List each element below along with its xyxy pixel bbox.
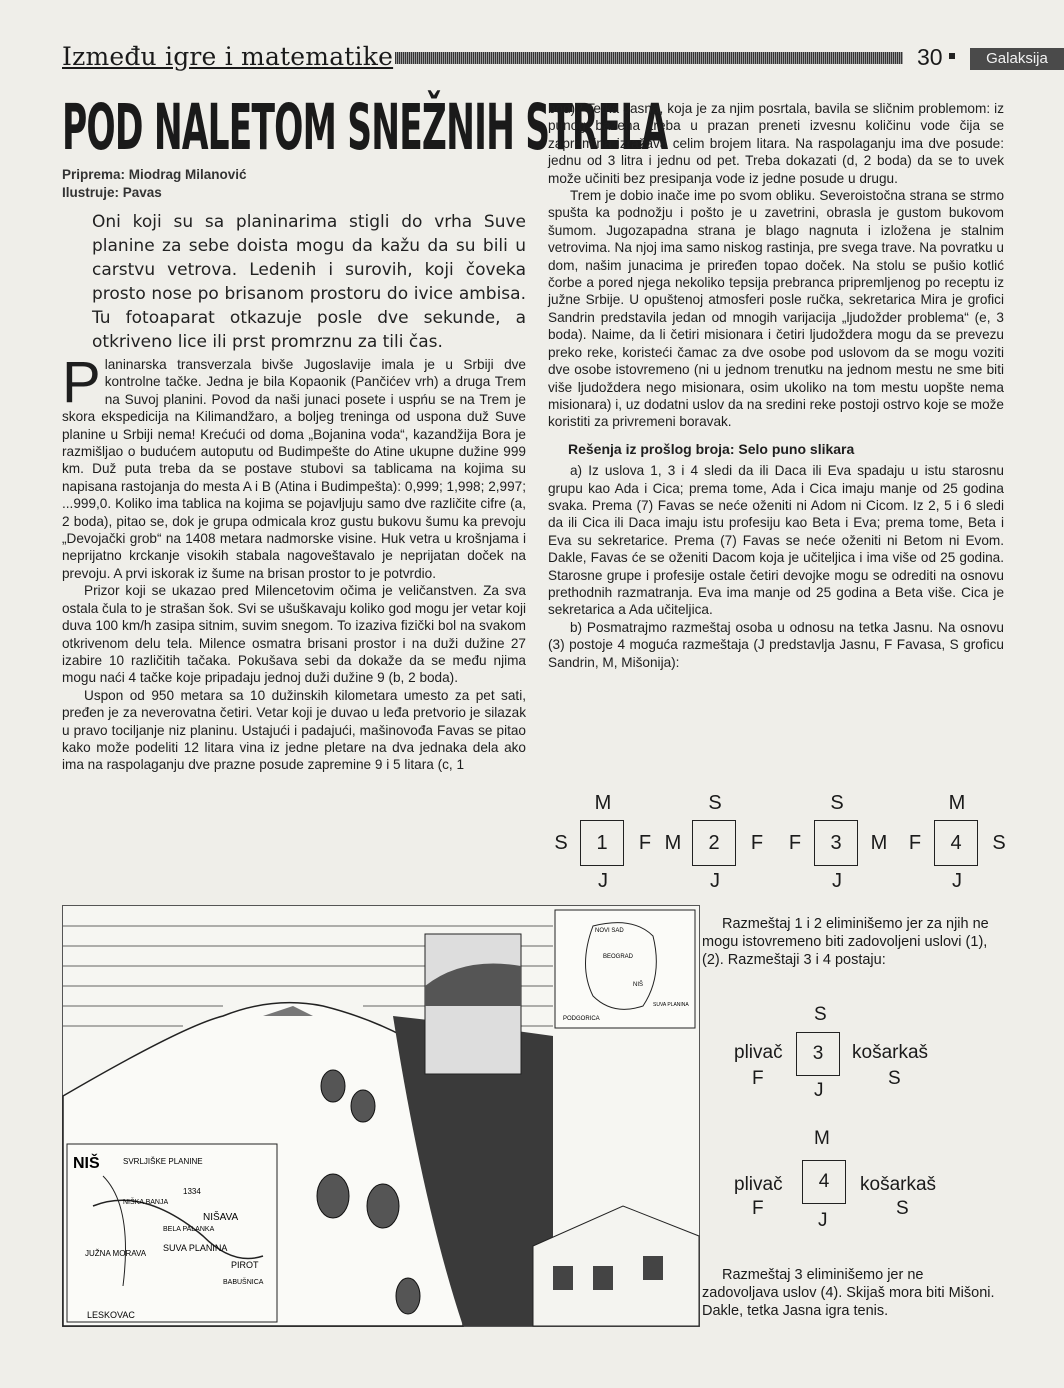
map-label: SVRLJIŠKE PLANINE	[123, 1157, 203, 1166]
paragraph: Prizor koji se ukazao pred Milencetovim očima je veličanstven. Za sva ostala čula to je strašan šok. Svi se ušuškavaju koliko god mogu jer vetar koji duva 100 km/h zasipa sitnim, suvim snegom. To izaziva fizički bol na svakom otkrivenom delu tela. Milence osmatra brisani prostor i na duži dužine 27 izabire 10 različitih tačaka. Pokušava sebi da dokaže da se među njima mogu naći 4 tačke koje pripadaju jednoj duži dužine 9 (b, 2 boda).	[62, 583, 526, 686]
map-city: NIŠ	[73, 1155, 100, 1172]
inset-label: PODGORICA	[563, 1016, 600, 1022]
label-left: F	[908, 832, 922, 854]
label-top: M	[948, 792, 966, 814]
header-rule	[395, 52, 903, 64]
label-bottom: J	[832, 870, 842, 892]
table-box: 3	[796, 1032, 840, 1076]
label-right: M	[870, 832, 888, 854]
arrangement-2	[660, 792, 770, 892]
paragraph: Planinarska transverzala bivše Jugoslavije imala je u Srbiji dve kontrolne tačke. Jedna je bila Kopaonik (Pančićev vrh) a druga Trem na Suvoj planini. Povod da naši junaci posete i uspńu se na Trem je skora ekspedicija na Kilimandžaro, a bolјeg treninga od uspona duž Suve planine u Srbiji nema! Krećući od doma „Bojanina voda“, kazandžija Bora je razmišljao o budućem autoputu od Budimpešte do Atine ukupne dužine 999 km. Duž puta treba da se postave stubovi sa tablicama na kojima su napisana rastojanja do mesta A i B (Atina i Budimpešta): 0,999; 1,998; 2,997; ...999,0. Koliko ima tablica na kojima se pojavljuju samo dve različite cifre (a, 2 boda), pitao se, dok je grupa odmicala kroz gustu bukovu šumu ka prevoju „Devojački grob“ na 1408 metara nadmorske visine. Huk vetra u krošnjama i neprijatno krckanje visokih stabala nagoveštavalo je neprijatan doček na prevoju. A prvi iskorak iz šume na brisan prostor to je potvrdio.	[62, 350, 526, 581]
map-label: PIROT	[231, 1260, 259, 1270]
table-box: 2	[692, 820, 736, 866]
inset-label: NOVI SAD	[595, 928, 624, 934]
map-label: BABUŠNICA	[223, 1279, 264, 1286]
paragraph: Uspon od 950 metara sa 10 dužinskih kilometara umesto za pet sati, pređen je za neverovatna četiri. Vetar koji je duvao u leđa pretvorio je silazak u pravo tociljanje niz planinu. Ustajući i padajući, mašinovođa Favas se pitao kako može podeliti 12 litara vina iz jedne pletare na dva jednaka dela ako ima na raspolaganju dve prazne posude zapremine 9 i 5 litara (c, 1	[62, 687, 526, 773]
table-box: 3	[814, 820, 858, 866]
serbia-map	[555, 910, 695, 1028]
table-box: 4	[934, 820, 978, 866]
table-box: 4	[802, 1160, 846, 1204]
label-bottom: J	[818, 1210, 828, 1231]
illus-credit: Ilustruje: Pavas	[62, 185, 162, 200]
inset-label: SUVA PLANINA	[653, 1002, 689, 1008]
paragraph: Trem je dobio inače ime po svom obliku. Severoistočna strana se strmo spušta ka podnožju i pošto je u zavetrini, obrasla je gustom bukovom šumom. Jugozapadna strana je blago nagnuta i izložena je stalnim vetrovima. Na njoj ima samo niskog rastinja, pre svega trave. Na povratku u dom, našim junacima je priređen topao doček. Na stolu se pušio kotlić čorbe a pored njega nekoliko tepsija prebranca pripremljenog po receptu iz južne Srbije. U opuštenoj atmosferi posle ručka, sekretarica Mira je grofici Sandrin predstavila jedan od mnogih varijacija „ljudožder problema“ (e, 3 boda). Naime, da li četiri misionara i četiri ljudoždera mogu da se prevezu preko reke, koristeći čamac za dve osobe pod uslovom da se mogu voziti dve osobe istovremeno (ni u jednom trenutku na jednom mestu ne sme biti više ljudoždera nego misionara, osim ukoliko na tom mestu uopšte nema misionara) i, uz dodatni uslov da na sredini reke postoji ostrvo koje se može koristiti za privremeni boravak.	[548, 188, 1004, 430]
mountain-illustration	[63, 906, 699, 1326]
prep-credit: Priprema: Miodrag Milanović	[62, 167, 247, 182]
final-arrangement-4	[728, 1128, 998, 1231]
label-top: M	[814, 1128, 830, 1149]
label-bottom: J	[952, 870, 962, 892]
map-label: SUVA PLANINA	[163, 1243, 228, 1253]
label-right: S	[992, 832, 1006, 854]
illustration-panel	[62, 905, 700, 1327]
label-right: F	[638, 832, 652, 854]
paragraph: Razmeštaj 1 i 2 eliminišemo jer za njih ne mogu istovremeno biti zadovoljeni uslovi (1), (2). Razmeštaji 3 i 4 postaju:	[702, 916, 989, 968]
label-left: M	[664, 832, 682, 854]
table-box: 1	[580, 820, 624, 866]
label-right: košarkaš	[860, 1174, 937, 1195]
map-label: JUŽNA MORAVA	[85, 1249, 147, 1258]
label-left: plivač	[734, 1042, 783, 1063]
map-label: NIŠKA BANJA	[123, 1199, 169, 1206]
map-label: 1334	[183, 1187, 201, 1196]
label-left-2: F	[752, 1068, 764, 1089]
inset-label: NIŠ	[633, 982, 644, 988]
article-credits	[62, 166, 247, 202]
arrangement-3	[782, 792, 892, 892]
paragraph: Razmeštaj 3 eliminišemo jer ne zadovoljava uslov (4). Skijaš mora biti Mišoni. Dakle, tetka Jasna igra tenis.	[702, 1267, 995, 1319]
label-top: S	[708, 792, 722, 814]
paragraph: a) Iz uslova 1, 3 i 4 sledi da ili Daca ili Eva spadaju u istu starosnu grupu kao Ada i Cica; prema tome, Ada i Cica imaju manje od 25 godina svaka. Prema (7) Favas se neće oženiti ni Adom ni Cicom. Iz 2, 5 i 6 sledi da ili Cica ili Daca imaju istu profesiju kao Beta i Eva; prema tome, Beta i Eva su sekretarice. Prema (7) Favas se neće oženiti ni Betom ni Evom. Dakle, Favas će se oženiti Dacom koja je učiteljica i ima više od 25 godina. Starosne grupe i profesije ostale četiri devojke mogu se odrediti na osnovu prethodnih razmatranja. Eva ima manje od 25 godina a Beta više. Cica je sekretarica a Ada učiteljica.	[548, 463, 1004, 618]
label-right-2: S	[896, 1198, 909, 1219]
bullet	[949, 53, 955, 59]
label-right: F	[750, 832, 764, 854]
label-bottom: J	[814, 1080, 824, 1101]
section-title: Između igre i matematike	[62, 42, 394, 71]
arrangement-1	[548, 792, 658, 892]
solutions-heading: Rešenja iz prošlog broja: Selo puno slikara	[568, 440, 855, 457]
label-left: F	[788, 832, 802, 854]
side-conclusion	[702, 1266, 1004, 1320]
paragraph: b) Posmatrajmo razmeštaj osoba u odnosu na tetka Jasnu. Na osnovu (3) postoje 4 moguća razmeštaja (J predstavlja Jasnu, F Favasa, S groficu Sandrin, M, Mišonija):	[548, 619, 1004, 670]
final-arrangement-3	[728, 1004, 998, 1101]
left-column	[62, 350, 526, 774]
drop-cap: P	[62, 350, 101, 415]
label-top: S	[814, 1004, 827, 1025]
lead-paragraph: Oni koji su sa planinarima stigli do vrha Suve planine za sebe doista mogu da kažu da su bili u carstvu vetrova. Ledenih i surovih, koji čoveka prosto nose po brisanom prostoru do ivice ambisa. Tu fotoaparat otkazuje posle dve sekunde, a otkriveno lice ili prst promrznu za tili čas.	[92, 212, 526, 352]
page-number: 30	[917, 44, 943, 70]
magazine-tag: Galaksija	[970, 48, 1064, 70]
paragraph: bod)? Tetka Jasna, koja je za njim posrtala, bavila se sličnim problemom: iz punog bazena treba u prazan preneti izvesnu količinu vode čija se zapremina izražava celim brojem litara. Na raspolaganju ima dve posude: jednu od 3 litra i jednu od pet. Treba dokazati (d, 2 boda) da se to uvek može učiniti bez presipanja vode iz jedne posude u drugu.	[548, 101, 1004, 186]
page-header	[62, 40, 1048, 72]
arrangement-diagrams	[548, 792, 1004, 900]
inset-label: BEOGRAD	[603, 954, 634, 960]
label-right-2: S	[888, 1068, 901, 1089]
article-title: POD NALETOM SNEŽNIH STRELA	[62, 90, 668, 164]
label-bottom: J	[710, 870, 720, 892]
label-left-2: F	[752, 1198, 764, 1219]
label-top: M	[594, 792, 612, 814]
side-solution	[702, 915, 1004, 969]
label-top: S	[830, 792, 844, 814]
right-column	[548, 100, 1004, 671]
arrangement-4	[902, 792, 1012, 892]
label-left: plivač	[734, 1174, 783, 1195]
map-label: LESKOVAC	[87, 1310, 135, 1320]
map-label: BELA PALANKA	[163, 1226, 215, 1233]
label-bottom: J	[598, 870, 608, 892]
label-right: košarkaš	[852, 1042, 929, 1063]
map-label: NIŠAVA	[203, 1212, 239, 1223]
label-left: S	[554, 832, 568, 854]
